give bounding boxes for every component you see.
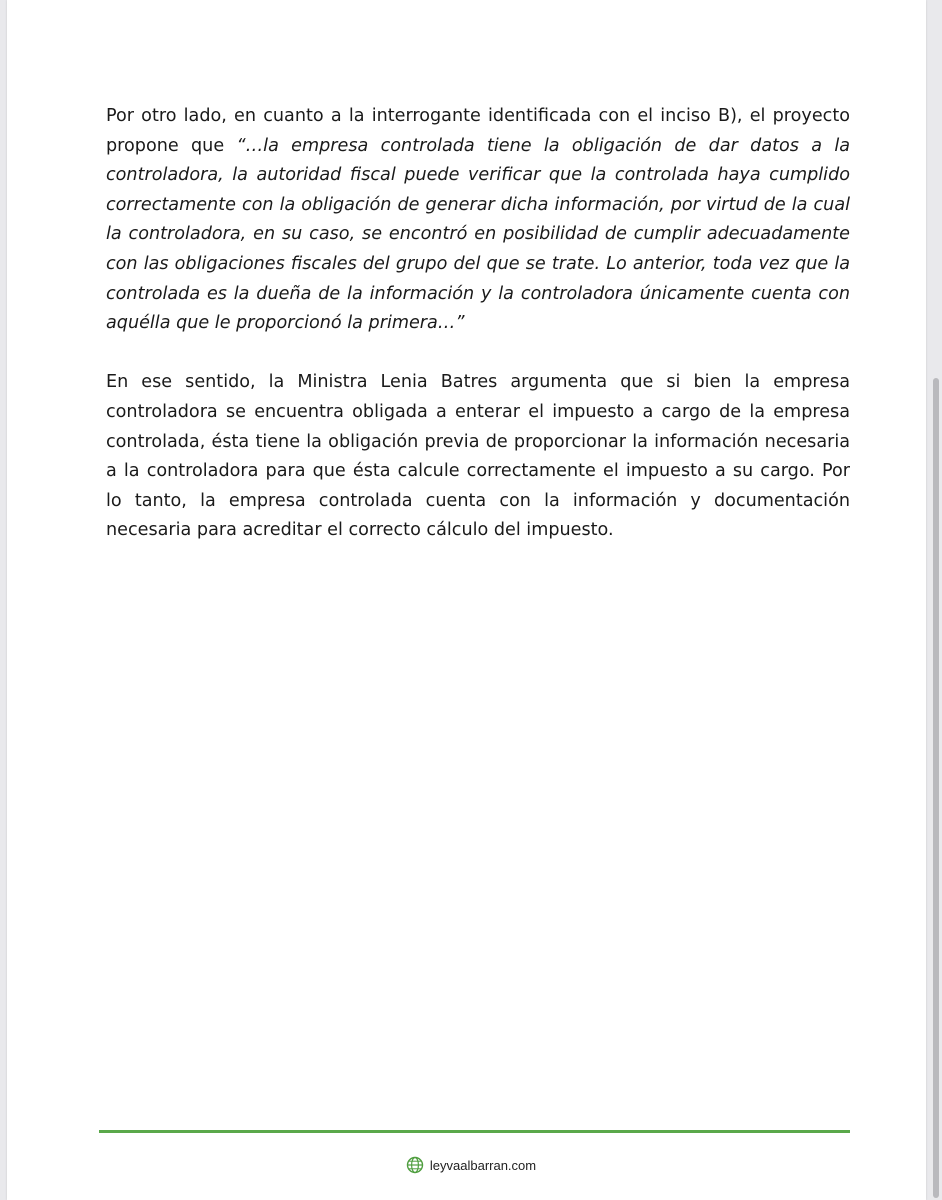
footer-divider xyxy=(99,1130,850,1133)
document-body xyxy=(106,102,850,546)
document-page xyxy=(7,0,926,1200)
paragraph-2: En ese sentido, la Ministra Lenia Batres argumenta que si bien la empresa controladora se encuentra obligada a enterar el impuesto a cargo de la empresa controlada, ésta tiene la obligación previa de proporcionar la información necesaria a la controladora para que ésta calcule correctamente el impuesto a su cargo. Por lo tanto, la empresa controlada cuenta con la información y documentación necesaria para acreditar el correcto cálculo del impuesto. xyxy=(106,372,850,541)
website-link[interactable]: leyvaalbarran.com xyxy=(429,1157,537,1173)
paragraph-1 xyxy=(106,102,850,339)
paragraph-1-quote: “…la empresa controlada tiene la obligación de dar datos a la controladora, la autoridad fiscal puede verificar que la controlada haya cumplido correctamente con la obligación de generar dicha información, por virtud de la cual la controladora, en su caso, se encontró en posibilidad de cumplir adecuadamente con las obligaciones fiscales del grupo del que se trate. Lo anterior, toda vez que la controlada es la dueña de la información y la controladora únicamente cuenta con aquélla que le proporcionó la primera…” xyxy=(106,135,851,334)
paragraph-1-intro: Por otro lado, en cuanto a la interrogante identificada con el inciso B), el proyecto propone que xyxy=(106,106,850,156)
globe-icon xyxy=(406,1156,424,1174)
page-footer xyxy=(0,1156,942,1174)
vertical-scrollbar[interactable] xyxy=(933,378,939,1198)
